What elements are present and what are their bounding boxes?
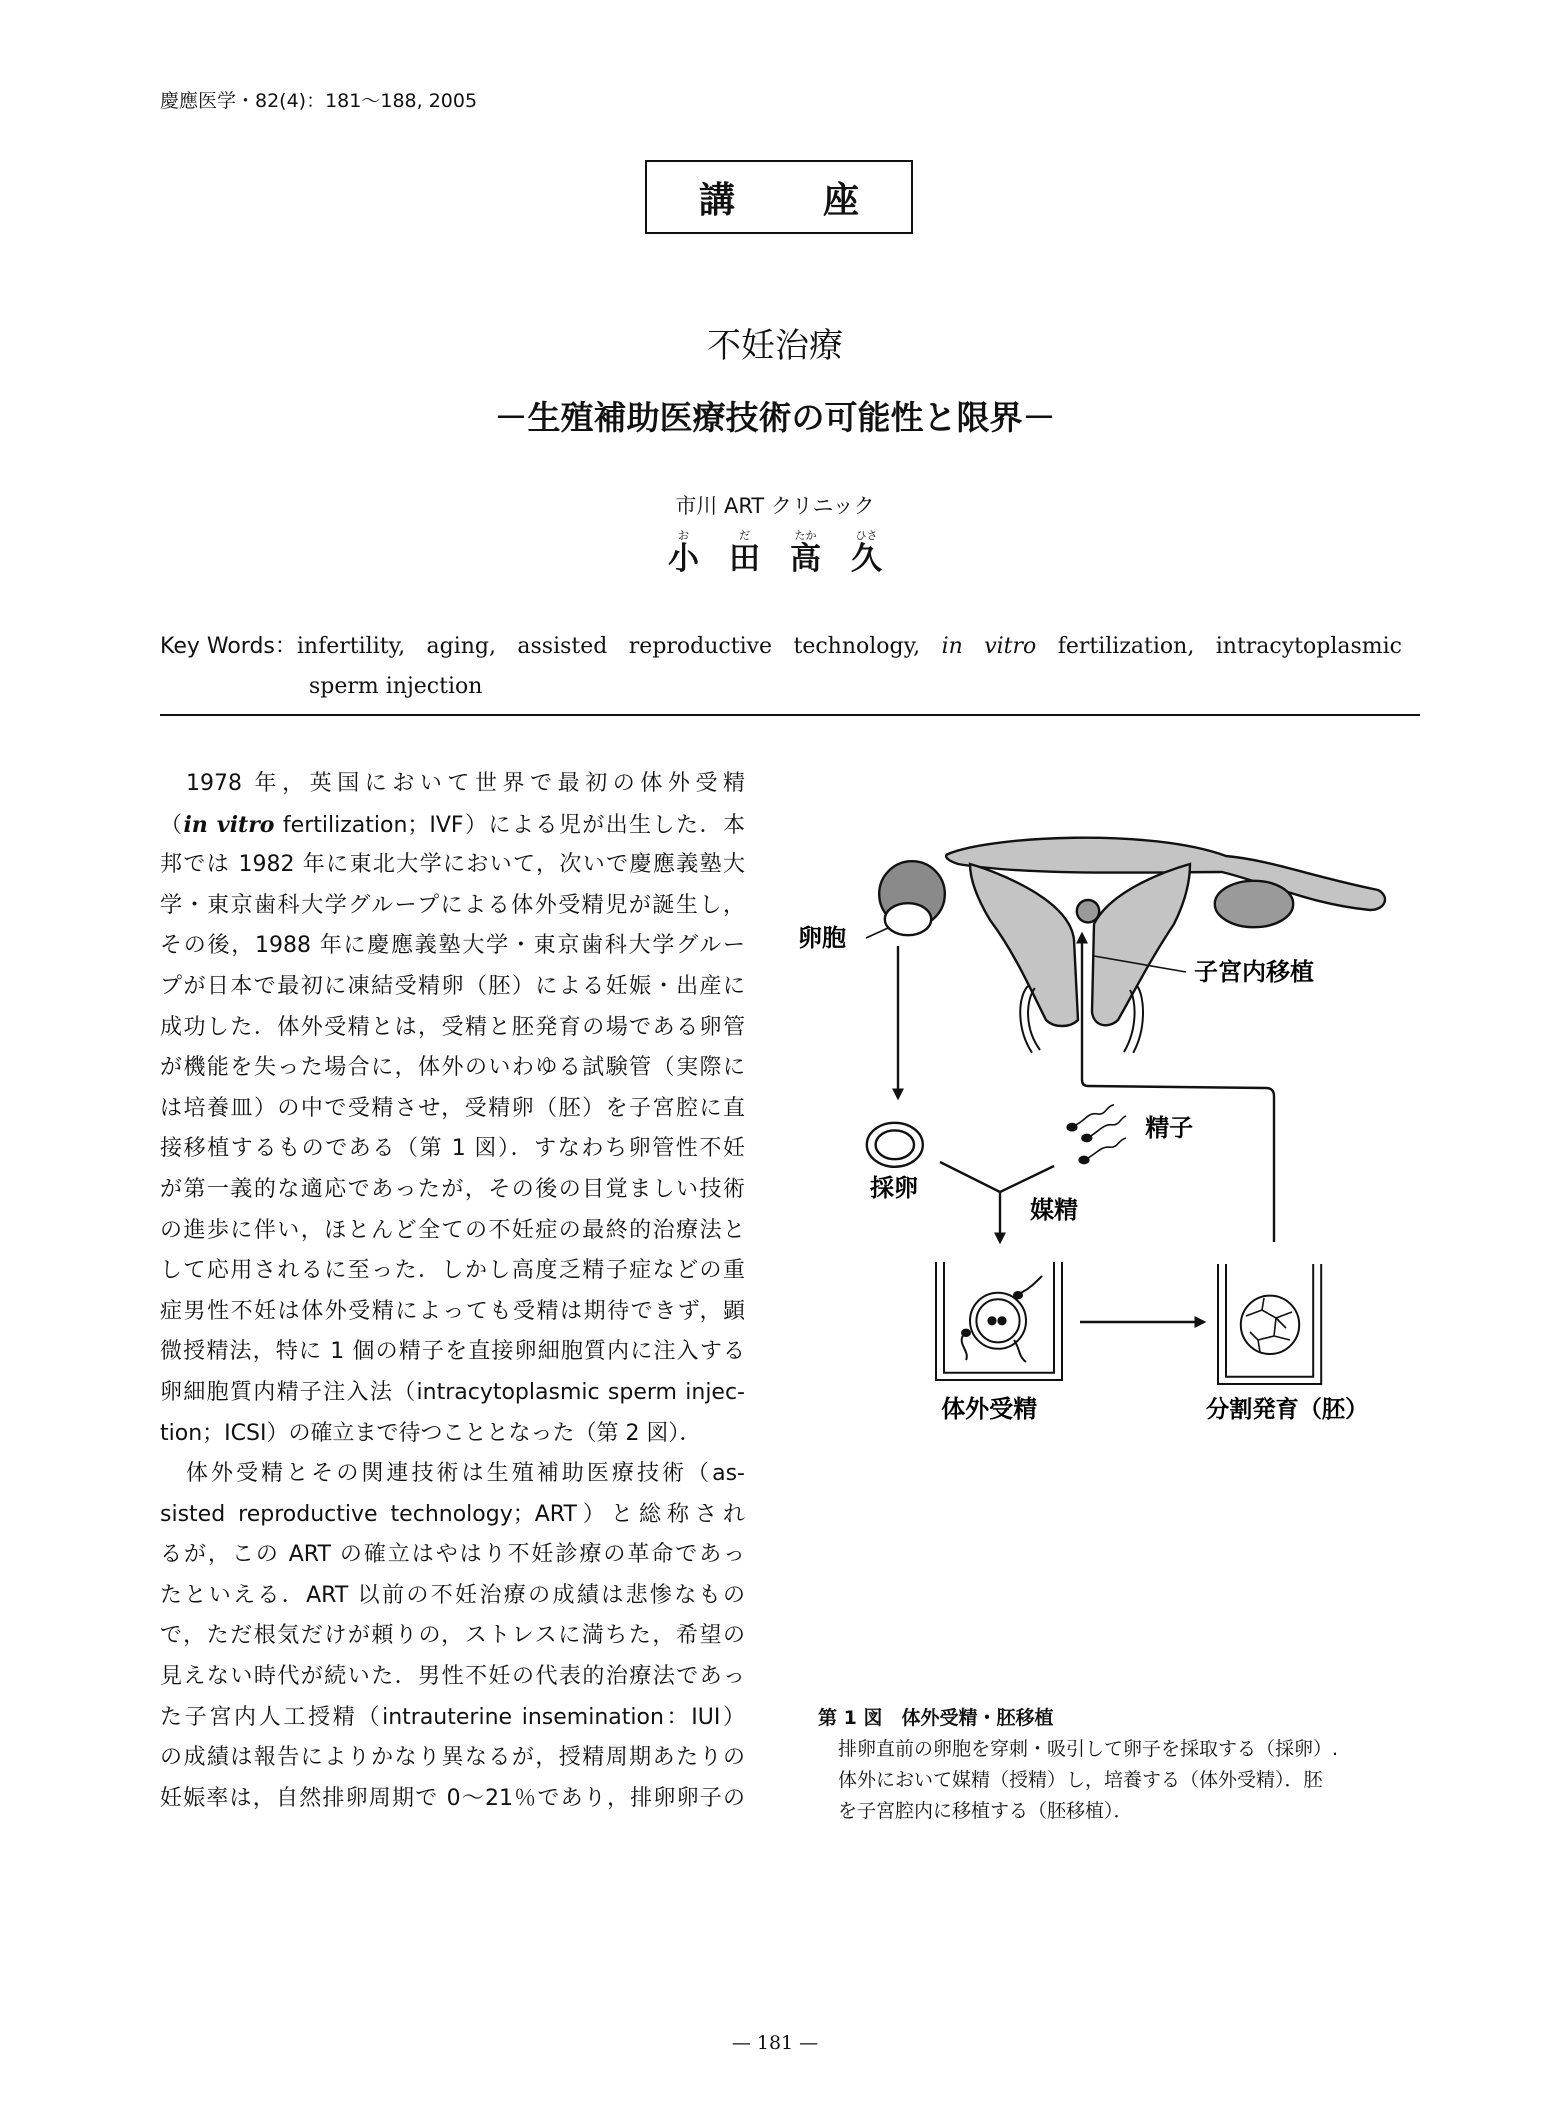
page-number: — 181 — xyxy=(731,2032,819,2054)
uterus-illustration xyxy=(946,838,1385,1053)
uterine-wall-left xyxy=(970,864,1078,1026)
furigana: お xyxy=(678,529,689,542)
keywords-label: Key Words： xyxy=(160,634,297,659)
body-line: 妊娠率は，自然排卵周期で 0〜21％であり，排卵卵子の xyxy=(160,1785,745,1811)
ivf-embryo-transfer-figure xyxy=(790,820,1410,1640)
body-line: 学・東京歯科大学グループによる体外受精児が誕生し， xyxy=(160,892,745,918)
author-kanji: 高 xyxy=(790,541,821,577)
transferred-embryo xyxy=(1077,900,1099,922)
label-follicle: 卵胞 xyxy=(798,924,846,952)
author-kanji: 久 xyxy=(851,541,882,577)
keywords-text xyxy=(297,627,1402,667)
label-intrauterine-transfer: 子宮内移植 xyxy=(1194,958,1314,986)
author-affiliation: 市川 ART クリニック xyxy=(675,494,875,518)
author-kanji: 田 xyxy=(729,541,760,577)
italic-term: in vitro xyxy=(183,811,275,838)
figure-caption xyxy=(818,1703,1418,1827)
furigana: たか xyxy=(794,529,817,542)
caption-line: 排卵直前の卵胞を穿刺・吸引して卵子を採取する（採卵）. xyxy=(838,1738,1339,1760)
caption-line: 体外において媒精（授精）し，培養する（体外受精）．胚 xyxy=(838,1769,1323,1791)
uterine-wall-right xyxy=(1092,864,1190,1025)
body-line: 微授精法，特に 1 個の精子を直接卵細胞質内に注入する xyxy=(160,1339,745,1365)
furigana: ひさ xyxy=(855,529,878,542)
label-insemination: 媒精 xyxy=(1030,1196,1078,1224)
leader-line xyxy=(866,928,888,938)
body-line: の成績は報告によりかなり異なるが，授精周期あたりの xyxy=(160,1745,745,1771)
author-char xyxy=(729,530,760,576)
body-line: sisted reproductive technology；ART）と総称され xyxy=(160,1501,745,1527)
retrieved-oocyte-icon xyxy=(867,1123,923,1167)
body-line: 接移植するものである（第 1 図）．すなわち卵管性不妊 xyxy=(160,1136,745,1162)
body-text-column xyxy=(160,764,745,1819)
paren: （ xyxy=(160,812,184,838)
author-char xyxy=(668,530,699,576)
section-label-char: 講 xyxy=(699,179,736,221)
author-char xyxy=(790,530,821,576)
body-line: るが，この ART の確立はやはり不妊診療の革命であっ xyxy=(160,1542,745,1568)
body-line: た子宮内人工授精（intrauterine insemination：IUI） xyxy=(160,1704,745,1730)
article-title: 不妊治療 xyxy=(707,326,843,366)
body-line: 症男性不妊は体外受精によっても受精は期待できず，顕 xyxy=(160,1298,745,1324)
body-line: 卵細胞質内精子注入法（intracytoplasmic sperm injec- xyxy=(160,1379,745,1405)
author-kanji: 小 xyxy=(668,541,699,577)
keywords xyxy=(160,627,1402,707)
ovary-right xyxy=(1215,881,1293,927)
section-label-box xyxy=(645,160,913,234)
body-line: プが日本で最初に凍結受精卵（胚）による妊娠・出産に xyxy=(160,973,745,999)
body-line: 1978 年，英国において世界で最初の体外受精 xyxy=(186,771,745,796)
body-line-rest: fertilization；IVF）による児が出生した．本 xyxy=(274,812,745,838)
keywords-part: fertilization, intracytoplasmic xyxy=(1057,634,1403,659)
body-line: 見えない時代が続いた．男性不妊の代表的治療法であっ xyxy=(160,1664,745,1690)
body-line: して応用されるに至った．しかし高度乏精子症などの重 xyxy=(160,1258,745,1284)
culture-dish-ivf xyxy=(936,1262,1062,1380)
header-divider xyxy=(160,714,1420,716)
body-line: 成功した．体外受精とは，受精と胚発育の場である卵管 xyxy=(160,1014,745,1040)
label-cleavage: 分割発育（胚） xyxy=(1206,1395,1369,1423)
keywords-part: infertility, aging, assisted reproductive technology, xyxy=(296,634,921,659)
body-line: tion；ICSI）の確立まで待つこととなった（第 2 図）． xyxy=(160,1420,702,1446)
body-line: たといえる．ART 以前の不妊治療の成績は悲惨なもの xyxy=(160,1582,745,1608)
body-line: は培養皿）の中で受精させ，受精卵（胚）を子宮腔に直 xyxy=(160,1095,745,1121)
sperm-icon xyxy=(1067,1105,1126,1164)
label-ivf: 体外受精 xyxy=(941,1394,1038,1423)
body-line: 体外受精とその関連技術は生殖補助医療技術（as- xyxy=(186,1461,745,1487)
author-name xyxy=(0,530,1550,576)
furigana: だ xyxy=(739,529,750,542)
label-sperm: 精子 xyxy=(1145,1114,1194,1142)
keywords-italic: in vitro xyxy=(941,634,1037,659)
caption-line: を子宮腔内に移植する（胚移植）． xyxy=(838,1800,1133,1822)
body-line: 邦では 1982 年に東北大学において，次いで慶應義塾大 xyxy=(160,852,745,878)
body-line xyxy=(160,805,745,846)
body-line: が機能を失った場合に，体外のいわゆる試験管（実際に xyxy=(160,1055,745,1081)
body-line: の進歩に伴い，ほとんど全ての不妊症の最終的治療法と xyxy=(160,1217,745,1243)
label-oocyte-retrieval: 採卵 xyxy=(870,1174,918,1202)
caption-title: 第 1 図 体外受精・胚移植 xyxy=(818,1707,1054,1729)
journal-citation: 慶應医学・82(4)：181〜188, 2005 xyxy=(160,90,478,112)
keywords-line-2: sperm injection xyxy=(309,674,483,699)
merge-lines xyxy=(940,1162,1054,1192)
culture-dish-embryo xyxy=(1218,1264,1321,1384)
author-char xyxy=(851,530,882,576)
body-line: が第一義的な適応であったが，その後の目覚ましい技術 xyxy=(160,1176,745,1202)
body-line: で，ただ根気だけが頼りの，ストレスに満ちた，希望の xyxy=(160,1623,745,1649)
article-subtitle: －生殖補助医療技術の可能性と限界－ xyxy=(494,398,1056,437)
section-label-char: 座 xyxy=(822,179,859,221)
follicle-icon xyxy=(879,861,945,935)
body-line: その後，1988 年に慶應義塾大学・東京歯科大学グルー xyxy=(160,933,745,959)
